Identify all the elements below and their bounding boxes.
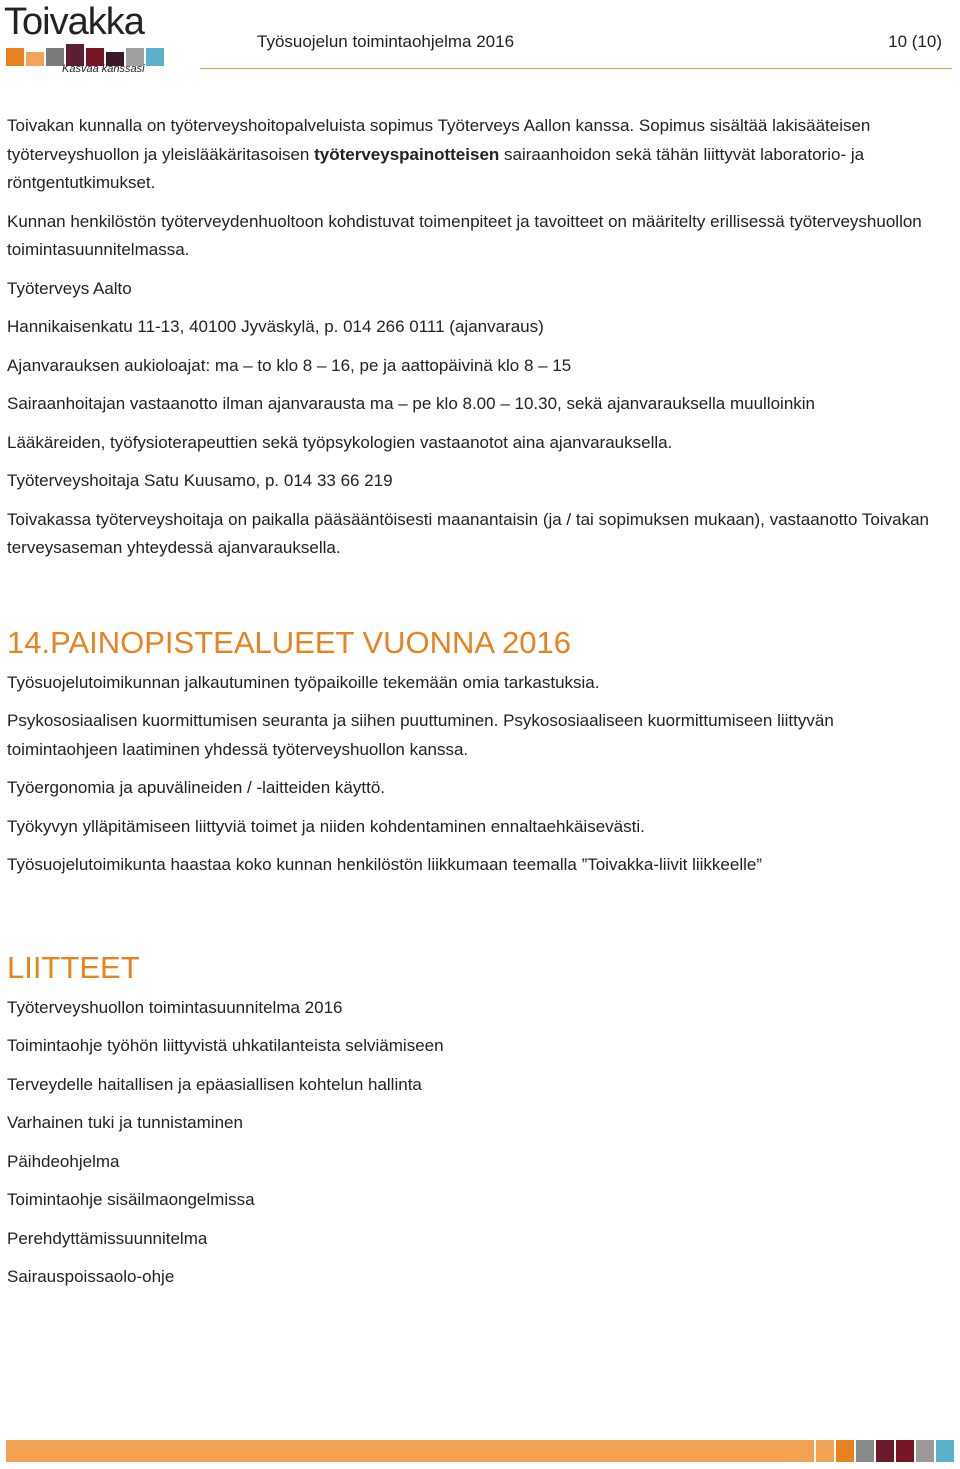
paragraph-contract [7, 112, 947, 198]
doctor-reception: Lääkäreiden, työfysioterapeuttien sekä työpsykologien vastaanotot aina ajanvarauksella. [7, 432, 673, 452]
section-heading-attachments: LIITTEET [7, 949, 140, 985]
toivakka-logo [4, 2, 160, 74]
local-reception: Toivakassa työterveyshoitaja on paikalla pääsääntöisesti maanantaisin (ja / tai sopimuksen mukaan), vastaanotto Toivakan terveysaseman yhteydessä ajanvarauksella. [7, 509, 929, 557]
footer-bar [916, 1440, 934, 1462]
paragraph-text: Toivakan kunnalla on työterveyshoitopalveluista sopimus Työterveys Aallon kanssa. Sopimus sisältää lakisääteisen työterveyshuollon ja yleislääkäritasoisen [7, 116, 871, 164]
attachment-item: Toimintaohje sisäilmaongelmissa [7, 1190, 255, 1209]
footer-bar [876, 1440, 894, 1462]
attachments-list [7, 994, 947, 1292]
attachment-item: Varhainen tuki ja tunnistaminen [7, 1113, 243, 1132]
logo-bar [146, 48, 164, 66]
priority-item: Työsuojelutoimikunta haastaa koko kunnan henkilöstön liikkumaan teemalla ”Toivakka-liivit liikkeelle” [7, 855, 762, 874]
priority-item: Psykososiaalisen kuormittumisen seuranta ja siihen puuttuminen. Psykososiaaliseen kuormittumiseen liittyvän toimintaohjeen laatiminen yhdessä työterveyshuollon kanssa. [7, 711, 834, 759]
header-divider [200, 68, 952, 69]
bold-term: työterveyspainotteisen [314, 144, 500, 164]
attachment-item: Terveydelle haitallisen ja epäasiallisen kohtelun hallinta [7, 1074, 422, 1094]
opening-hours: Ajanvarauksen aukioloajat: ma – to klo 8 – 16, pe ja aattopäivinä klo 8 – 15 [7, 355, 572, 375]
nurse-reception: Sairaanhoitajan vastaanotto ilman ajanvarausta ma – pe klo 8.00 – 10.30, sekä ajanvarauksella muulloinkin [7, 394, 816, 413]
footer-bar [936, 1440, 954, 1462]
logo-wordmark: Toivakka [4, 1, 144, 43]
logo-bar [6, 48, 24, 66]
logo-tagline: Kasvaa kanssasi [62, 63, 145, 75]
paragraph-plan: Kunnan henkilöstön työterveydenhuoltoon kohdistuvat toimenpiteet ja tavoitteet on määritelty erillisessä työterveyshuollon toimintasuunnitelmassa. [7, 211, 922, 259]
priority-item: Työergonomia ja apuvälineiden / -laitteiden käyttö. [7, 778, 386, 797]
nurse-contact: Työterveyshoitaja Satu Kuusamo, p. 014 33 66 219 [7, 471, 393, 490]
page-header [0, 0, 960, 78]
footer-bar [816, 1440, 834, 1462]
attachment-item: Toimintaohje työhön liittyvistä uhkatilanteista selviämiseen [7, 1036, 444, 1055]
footer-bar [6, 1440, 814, 1462]
attachment-item: Sairauspoissaolo-ohje [7, 1267, 175, 1286]
attachment-item: Perehdyttämissuunnitelma [7, 1228, 208, 1248]
page-number: 10 (10) [888, 32, 942, 51]
logo-bar [26, 52, 44, 66]
footer-color-band [6, 1440, 954, 1462]
document-title: Työsuojelun toimintaohjelma 2016 [257, 32, 515, 51]
priorities-list [7, 669, 947, 880]
paragraph-text: sairaanhoidon sekä tähän liittyvät laboratorio- ja röntgentutkimukset. [7, 144, 865, 192]
section-heading-priorities: 14.PAINOPISTEALUEET VUONNA 2016 [7, 624, 571, 660]
footer-bar [836, 1440, 854, 1462]
attachment-item: Päihdeohjelma [7, 1151, 120, 1171]
priority-item: Työkyvyn ylläpitämiseen liittyviä toimet ja niiden kohdentaminen ennaltaehkäisevästi. [7, 816, 645, 836]
attachment-item: Työterveyshuollon toimintasuunnitelma 2016 [7, 997, 343, 1017]
footer-bar [856, 1440, 874, 1462]
priority-item: Työsuojelutoimikunnan jalkautuminen työpaikoille tekemään omia tarkastuksia. [7, 672, 600, 692]
footer-bar [896, 1440, 914, 1462]
page-content [7, 112, 947, 1302]
provider-name: Työterveys Aalto [7, 278, 132, 298]
provider-address: Hannikaisenkatu 11-13, 40100 Jyväskylä, p. 014 266 0111 (ajanvaraus) [7, 317, 544, 336]
